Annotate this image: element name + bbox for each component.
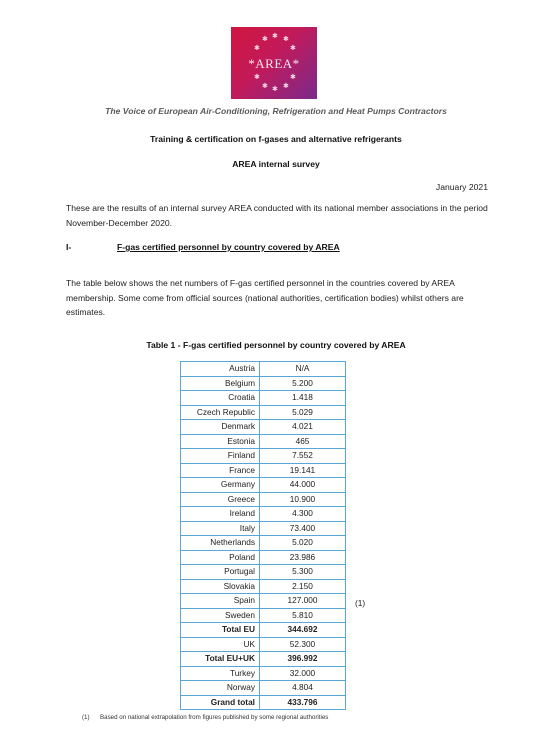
table-row <box>181 536 346 551</box>
section-number: I- <box>66 242 72 252</box>
table-row <box>181 492 346 507</box>
footnote-text: Based on national extrapolation from figures published by some regional authorities <box>100 714 329 721</box>
table-title: Table 1 - F-gas certified personnel by country covered by AREA <box>146 340 406 350</box>
table-row <box>181 362 346 377</box>
star-icon: ✱ <box>283 83 289 90</box>
document-date: January 2021 <box>435 182 488 192</box>
table-row <box>181 449 346 464</box>
table-description-paragraph: The table below shows the net numbers of F-gas certified personnel in the countries covered by AREA membership. Some come from official sources (national authorities, certification bodies) whilst others are estimates. <box>66 278 464 317</box>
table-row <box>181 637 346 652</box>
table-row <box>181 565 346 580</box>
value-cell: 5.020 <box>260 536 346 551</box>
star-icon: ✱ <box>290 74 296 81</box>
certified-personnel-table <box>180 361 346 710</box>
table-row <box>181 550 346 565</box>
star-icon: ✱ <box>272 86 278 93</box>
value-cell: 2.150 <box>260 579 346 594</box>
section-heading: F-gas certified personnel by country covered by AREA <box>117 242 340 252</box>
value-cell: 1.418 <box>260 391 346 406</box>
table-row <box>181 695 346 710</box>
table-row <box>181 681 346 696</box>
table-row <box>181 521 346 536</box>
star-icon: ✱ <box>262 83 268 90</box>
country-cell: Sweden <box>181 608 260 623</box>
value-cell: 433.796 <box>260 695 346 710</box>
value-cell: 7.552 <box>260 449 346 464</box>
table-row <box>181 420 346 435</box>
table-row <box>181 376 346 391</box>
country-cell: Estonia <box>181 434 260 449</box>
value-cell: 44.000 <box>260 478 346 493</box>
country-cell: Denmark <box>181 420 260 435</box>
area-logo <box>231 27 317 99</box>
value-cell: N/A <box>260 362 346 377</box>
table-row <box>181 579 346 594</box>
country-cell: Finland <box>181 449 260 464</box>
value-cell: 4.300 <box>260 507 346 522</box>
country-cell: Croatia <box>181 391 260 406</box>
table-row <box>181 405 346 420</box>
value-cell: 19.141 <box>260 463 346 478</box>
country-cell: Portugal <box>181 565 260 580</box>
country-cell: Netherlands <box>181 536 260 551</box>
star-icon: ✱ <box>283 36 289 43</box>
value-cell: 344.692 <box>260 623 346 638</box>
table-row <box>181 623 346 638</box>
footnote-marker: (1) <box>82 714 90 721</box>
document-title: Training & certification on f-gases and alternative refrigerants <box>150 134 402 144</box>
tagline: The Voice of European Air-Conditioning, Refrigeration and Heat Pumps Contractors <box>105 106 447 116</box>
value-cell: 465 <box>260 434 346 449</box>
value-cell: 10.900 <box>260 492 346 507</box>
country-cell: Greece <box>181 492 260 507</box>
document-subtitle: AREA internal survey <box>232 159 320 169</box>
country-cell: Slovakia <box>181 579 260 594</box>
country-cell: Grand total <box>181 695 260 710</box>
value-cell: 4.021 <box>260 420 346 435</box>
table-row <box>181 608 346 623</box>
country-cell: UK <box>181 637 260 652</box>
table-row <box>181 594 346 609</box>
country-cell: Czech Republic <box>181 405 260 420</box>
value-cell: 4.804 <box>260 681 346 696</box>
star-icon: ✱ <box>272 33 278 40</box>
star-icon: ✱ <box>262 36 268 43</box>
logo-text: *AREA* <box>248 56 300 71</box>
table-row <box>181 434 346 449</box>
country-cell: Austria <box>181 362 260 377</box>
star-icon: ✱ <box>254 45 260 52</box>
country-cell: Total EU <box>181 623 260 638</box>
value-cell: 23.986 <box>260 550 346 565</box>
star-icon: ✱ <box>290 45 296 52</box>
value-cell: 396.992 <box>260 652 346 667</box>
star-icon: ✱ <box>254 74 260 81</box>
value-cell: 73.400 <box>260 521 346 536</box>
value-cell: 52.300 <box>260 637 346 652</box>
value-cell: 5.300 <box>260 565 346 580</box>
country-cell: Belgium <box>181 376 260 391</box>
country-cell: Germany <box>181 478 260 493</box>
table-row <box>181 666 346 681</box>
country-cell: Norway <box>181 681 260 696</box>
table-row <box>181 507 346 522</box>
country-cell: France <box>181 463 260 478</box>
table-row <box>181 391 346 406</box>
value-cell: 32.000 <box>260 666 346 681</box>
country-cell: Ireland <box>181 507 260 522</box>
country-cell: Spain <box>181 594 260 609</box>
spain-footnote-marker: (1) <box>355 598 366 608</box>
country-cell: Turkey <box>181 666 260 681</box>
table-row <box>181 652 346 667</box>
country-cell: Italy <box>181 521 260 536</box>
table-row <box>181 463 346 478</box>
intro-paragraph: These are the results of an internal survey AREA conducted with its national member associations in the period November-December 2020. <box>66 203 488 228</box>
country-cell: Total EU+UK <box>181 652 260 667</box>
value-cell: 5.810 <box>260 608 346 623</box>
value-cell: 5.200 <box>260 376 346 391</box>
table-row <box>181 478 346 493</box>
value-cell: 5.029 <box>260 405 346 420</box>
country-cell: Poland <box>181 550 260 565</box>
value-cell: 127.000 <box>260 594 346 609</box>
